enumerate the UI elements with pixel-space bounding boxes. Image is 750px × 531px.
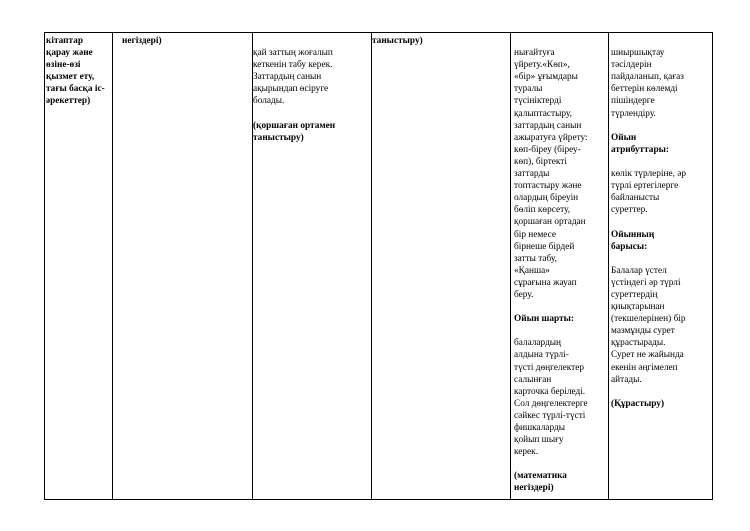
subject-label: (қоршаған ортамен таныстыру) <box>253 120 336 143</box>
column-divider <box>112 33 113 499</box>
game-condition-heading: Ойын шарты: <box>514 314 574 325</box>
schedule-table <box>44 32 713 500</box>
cell-activities-type: кітаптар қарау және өзіне-өзі қызмет ету, тағы басқа іс- әрекеттер) <box>46 36 105 107</box>
column-divider <box>510 33 511 499</box>
column-divider <box>608 33 609 499</box>
game-attributes-text: көлік түрлеріне, әр түрлі ертегілерге байланысты суреттер. <box>611 169 686 216</box>
game-rule-text: қай заттың жоғалып кеткенін табу керек. Заттардың санын ақырындап өсіруге болады. <box>253 48 333 107</box>
cell-acquaintance: таныстыру) <box>372 36 423 46</box>
game-goal-text: шиыршықтау тәсілдерін пайдаланып, қағаз беттерін көлемді пішіндерге түрлендіру. <box>611 48 684 119</box>
game-goal-text: нығайтуға үйрету.«Көп», «бір» ұғымдары туралы түсініктерді қалыптастыру, заттардың санын ажыратуға үйрету: көп-біреу (біреу- көп), біртекті заттарды топтастыру және олардың біреуін бөліп көрсету, қоршаған ортадан бір немесе бірнеше бірдей затты табу, «Қанша» сұрағына жауап беру. <box>514 48 588 300</box>
game-attributes-heading: Ойын атрибуттары: <box>611 132 669 155</box>
cell-game-description <box>253 35 370 156</box>
game-condition-text: балалардың алдына түрлі- түсті дөңгелектер салынған карточка беріледі. Сол дөңгелектерге сәйкес түрлі-түсті фишкаларды қойып шығу керек. <box>514 338 588 458</box>
game-process-text: Балалар үстел үстіндегі әр түрлі суреттердің қиықтарынан (текшелерінен) бір мазмұнды сурет құрастырады. Сурет не жайында екенін әңгімелеп айтады. <box>611 265 686 385</box>
subject-label: (Құрастыру) <box>611 398 665 409</box>
column-divider <box>371 33 372 499</box>
subject-label: (математика негіздері) <box>514 471 567 494</box>
cell-math-game <box>514 35 607 507</box>
cell-basics: негіздері) <box>122 36 162 46</box>
game-process-heading: Ойынның барысы: <box>611 229 655 252</box>
cell-construction-game <box>611 35 713 422</box>
